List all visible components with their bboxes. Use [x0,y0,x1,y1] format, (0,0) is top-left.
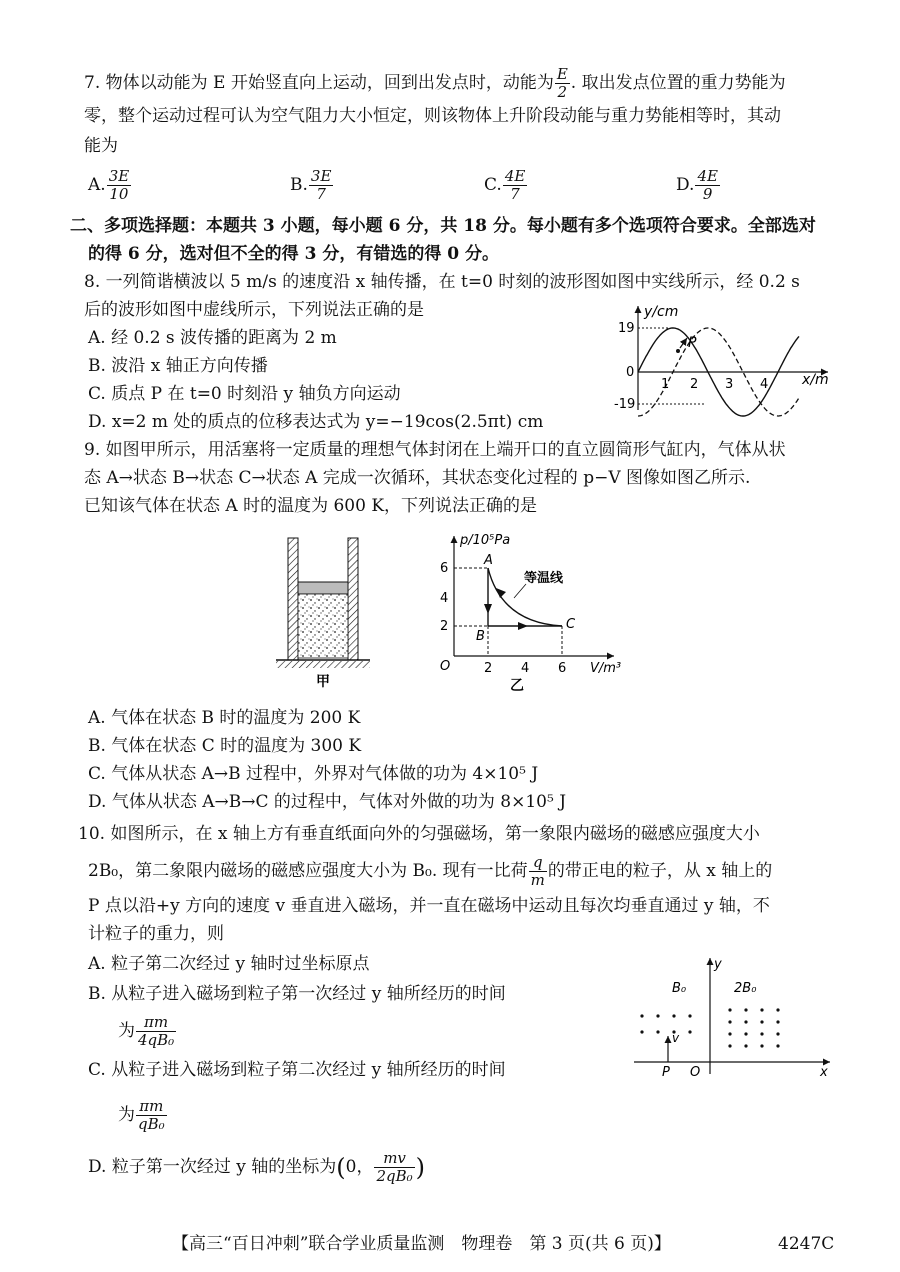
q10-label-origin: O [690,1065,701,1080]
q7-text-b: . 取出发点位置的重力势能为 [570,73,786,93]
q8-line2: 后的波形如图中虚线所示，下列说法正确的是 [84,300,424,320]
section2-line1: 二、多项选择题：本题共 3 小题，每小题 6 分，共 18 分。每小题有多个选项符合要求。全部选对 [70,216,816,236]
q9-pv-point-a: A [484,553,493,568]
q9-pv-xlabel: V/m³ [590,661,622,676]
q10-line3: P 点以沿+y 方向的速度 v 垂直进入磁场，并一直在磁场中运动且每次均垂直通过 y 轴，不 [88,896,770,916]
q7-option-b: B. $\frac{3E}{7}$ [290,167,332,203]
q10-line2: 2B₀，第二象限内磁场的磁感应强度大小为 B₀. 现有一比荷 $\frac{q}{m}$ 的带正电的粒子，从 x 轴上的 [88,853,773,889]
field-dot [776,1044,779,1047]
q9-pv-origin: O [440,659,451,674]
q9-option-d: D. 气体从状态 A→B→C 的过程中，气体对外做的功为 8×10⁵ J [88,792,567,812]
q8-xtick-4: 4 [760,377,769,392]
field-dot [760,1008,763,1011]
q10-option-d: D. 粒子第一次经过 y 轴的坐标为(0， $\frac{mv}{\text{2qB₀}}$ ) [88,1149,426,1185]
q9-option-c: C. 气体从状态 A→B 过程中，外界对气体做的功为 4×10⁵ J [88,764,539,784]
field-dot [728,1020,731,1023]
field-dot [640,1030,643,1033]
field-dot [776,1020,779,1023]
field-dot [776,1008,779,1011]
q10-label-x: x [820,1065,828,1080]
q10-line1: 10. 如图所示，在 x 轴上方有垂直纸面向外的匀强磁场，第一象限内磁场的磁感应强度大小 [78,824,760,844]
section2-line2: 的得 6 分，选对但不全的得 3 分，有错选的得 0 分。 [88,244,499,264]
q10-option-c-line1: C. 从粒子进入磁场到粒子第二次经过 y 轴所经历的时间 [88,1060,506,1080]
field-dot [728,1008,731,1011]
q9-cylinder-figure [270,534,380,694]
q7-line3: 能为 [84,136,118,156]
field-dot [776,1032,779,1035]
q10-field-dots-right [728,1008,779,1047]
q10-line4: 计粒子的重力，则 [88,924,224,944]
q9-pv-ytick-2: 2 [440,619,449,634]
q8-ytick-bottom: -19 [614,397,636,412]
q8-wave-graph [606,298,846,418]
q9-pv-xtick-2: 2 [484,661,493,676]
q10-label-p: P [662,1065,670,1080]
field-dot [672,1014,675,1017]
field-dot [728,1044,731,1047]
field-dot [688,1014,691,1017]
q9-pv-xtick-4: 4 [521,661,530,676]
field-dot [744,1032,747,1035]
q9-pv-ytick-4: 4 [440,591,449,606]
q7-option-d: D. $\frac{4E}{9}$ [676,167,718,203]
q9-isotherm-label: 等温线 [524,571,564,586]
q9-pv-point-b: B [476,629,485,644]
q8-xtick-3: 3 [725,377,734,392]
q9-label-jia: 甲 [316,674,330,690]
q7-option-a: A. $\frac{3E}{10}$ [88,167,130,203]
q10-charge-ratio: $\frac{q}{m}$ [530,853,545,889]
q10-velocity-label: v [672,1031,680,1045]
field-dot [744,1020,747,1023]
field-dot [760,1020,763,1023]
q9-pv-ytick-6: 6 [440,561,449,576]
field-dot [728,1032,731,1035]
q10-label-2b0: 2B₀ [734,981,757,996]
field-dot [688,1030,691,1033]
field-dot [744,1008,747,1011]
q10-option-c-line2: 为 $\frac{\pi m}{\text{qB₀}}$ [118,1097,165,1133]
footer-title: 【高三“百日冲刺”联合学业质量监测 物理卷 第 3 页(共 6 页)】 [172,1234,671,1254]
q7-option-c: C. $\frac{4E}{7}$ [484,167,526,203]
q9-line3: 已知该气体在状态 A 时的温度为 600 K，下列说法正确的是 [84,496,538,516]
q8-option-b: B. 波沿 x 轴正方向传播 [88,356,268,376]
q8-ytick-top: 19 [618,321,635,336]
q10-field-figure [620,952,840,1082]
field-dot [744,1044,747,1047]
q7-fraction: $\frac{E}{2}$ [556,65,568,101]
q9-pv-ylabel: p/10⁵Pa [460,533,511,548]
q10-option-b-line1: B. 从粒子进入磁场到粒子第一次经过 y 轴所经历的时间 [88,984,506,1004]
q10-label-y: y [714,957,722,972]
q9-line2: 态 A→状态 B→状态 C→状态 A 完成一次循环，其状态变化过程的 p−V 图像如图乙所示. [84,468,751,488]
q8-point-p: P [688,335,697,351]
q9-pv-graph [426,528,636,698]
q7-line2: 零，整个运动过程可认为空气阻力大小恒定，则该物体上升阶段动能与重力势能相等时，其动 [84,106,781,126]
q8-ylabel: y/cm [644,304,679,320]
field-dot [656,1030,659,1033]
q7-line1 [84,66,786,101]
q8-option-d: D. x=2 m 处的质点的位移表达式为 y=−19cos(2.5πt) cm [88,412,544,432]
q8-xtick-1: 1 [661,377,670,392]
q8-option-c: C. 质点 P 在 t=0 时刻沿 y 轴负方向运动 [88,384,401,404]
field-dot [656,1014,659,1017]
q9-pv-xtick-6: 6 [558,661,567,676]
field-dot [760,1044,763,1047]
q9-option-a: A. 气体在状态 B 时的温度为 200 K [88,708,361,728]
q7-text-a: 7. 物体以动能为 E 开始竖直向上运动，回到出发点时，动能为 [84,73,554,93]
q10-option-a: A. 粒子第二次经过 y 轴时过坐标原点 [88,954,370,974]
field-dot [760,1032,763,1035]
field-dot [640,1014,643,1017]
q9-line1: 9. 如图甲所示，用活塞将一定质量的理想气体封闭在上端开口的直立圆筒形气缸内，气体从状 [84,440,786,460]
footer-code: 4247C [778,1234,835,1254]
q8-xlabel: x/m [802,372,829,388]
q10-field-dots-left [640,1014,691,1033]
q9-option-b: B. 气体在状态 C 时的温度为 300 K [88,736,362,756]
q10-label-b0: B₀ [672,981,687,996]
q9-pv-point-c: C [566,617,576,632]
q8-line1: 8. 一列简谐横波以 5 m/s 的速度沿 x 轴传播，在 t=0 时刻的波形图如图中实线所示，经 0.2 s [84,272,800,292]
q8-xtick-2: 2 [690,377,699,392]
q8-origin: 0 [626,365,635,380]
q8-option-a: A. 经 0.2 s 波传播的距离为 2 m [88,328,337,348]
q10-option-b-line2: 为 $\frac{\pi m}{\text{4qB₀}}$ [118,1013,175,1049]
q9-label-yi: 乙 [510,678,524,694]
